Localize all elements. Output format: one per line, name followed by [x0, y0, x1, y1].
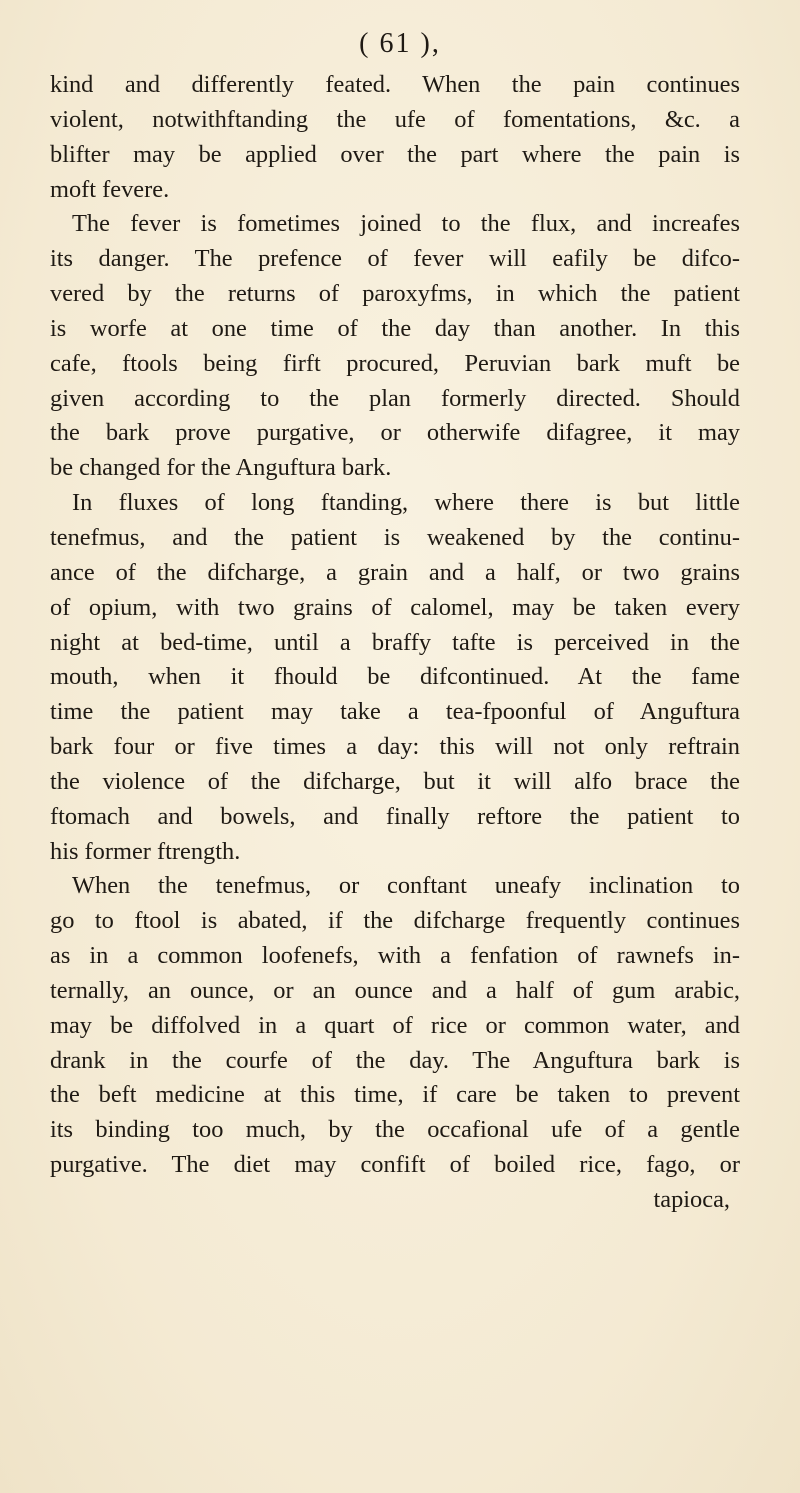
catchword: tapioca, [653, 1186, 730, 1213]
text-line: as in a common loofenefs, with a fenfation of rawnefs in- [50, 942, 740, 970]
text-line: bark four or five times a day: this will not only reftrain [50, 733, 740, 761]
text-line: vered by the returns of paroxyfms, in which the patient [50, 280, 740, 308]
text-line: drank in the courfe of the day. The Anguftura bark is [50, 1046, 740, 1074]
text-line: mouth, when it fhould be difcontinued. At the fame [50, 663, 740, 691]
text-line: may be diffolved in a quart of rice or common water, and [50, 1011, 740, 1039]
text-line: When the tenefmus, or conftant uneafy inclination to [72, 872, 740, 900]
text-line: be changed for the Anguftura bark. [50, 454, 392, 482]
text-line: the beft medicine at this time, if care be taken to prevent [50, 1081, 740, 1109]
text-line: The fever is fometimes joined to the flux, and increafes [72, 210, 740, 238]
text-line: go to ftool is abated, if the difcharge frequently continues [50, 907, 740, 935]
text-line: night at bed-time, until a braffy tafte is perceived in the [50, 628, 740, 656]
text-line: is worfe at one time of the day than another. In this [50, 314, 740, 342]
page-number: ( 61 ), [359, 28, 441, 59]
text-line: ternally, an ounce, or an ounce and a half of gum arabic, [50, 976, 740, 1004]
text-line: purgative. The diet may confift of boiled rice, fago, or [50, 1151, 740, 1179]
text-line: kind and differently feated. When the pain continues [50, 71, 740, 98]
text-line: ance of the difcharge, a grain and a half, or two grains [50, 558, 740, 586]
text-line: In fluxes of long ftanding, where there is but little [72, 489, 740, 517]
text-line: time the patient may take a tea-fpoonful of Anguftura [50, 698, 740, 726]
text-line: of opium, with two grains of calomel, may be taken every [50, 593, 740, 621]
text-line: given according to the plan formerly directed. Should [50, 384, 740, 412]
text-line: violent, notwithftanding the ufe of fomentations, &c. a [50, 105, 740, 133]
text-line: the violence of the difcharge, but it will alfo brace the [50, 767, 740, 795]
text-line: tenefmus, and the patient is weakened by the continu- [50, 523, 740, 551]
text-line: moft fevere. [50, 175, 170, 203]
text-line: the bark prove purgative, or otherwife difagree, it may [50, 419, 740, 447]
text-line: cafe, ftools being firft procured, Peruvian bark muft be [50, 349, 740, 377]
text-line: blifter may be applied over the part where the pain is [50, 140, 740, 168]
text-line: its danger. The prefence of fever will eafily be difco- [50, 245, 740, 273]
body-text [50, 68, 740, 1218]
text-line: ftomach and bowels, and finally reftore the patient to [50, 802, 740, 830]
text-line: its binding too much, by the occafional ufe of a gentle [50, 1116, 740, 1144]
text-line: his former ftrength. [50, 837, 241, 865]
